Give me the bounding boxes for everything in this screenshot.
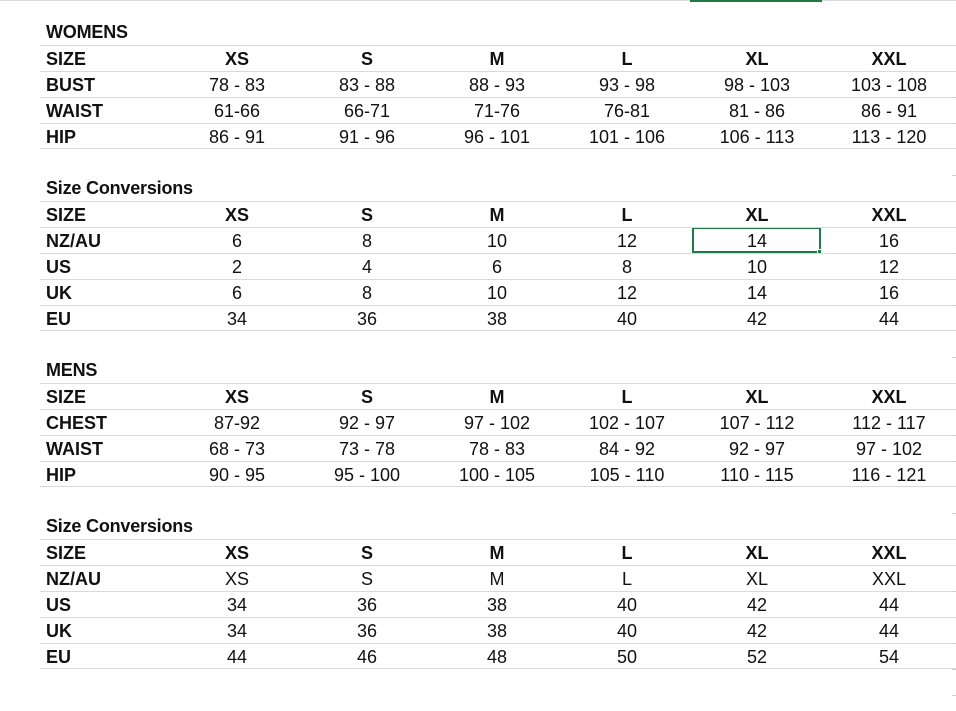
table-header-cell[interactable]: SIZE	[46, 49, 87, 69]
table-header-cell[interactable]: M	[489, 387, 505, 407]
table-cell[interactable]: 52	[746, 647, 768, 667]
table-row	[40, 279, 956, 305]
table-cell[interactable]: 73 - 78	[338, 439, 396, 459]
table-header-row	[40, 539, 956, 565]
table-header-cell[interactable]: XXL	[871, 205, 907, 225]
sheet-edge-tick	[952, 175, 956, 176]
table-header-cell[interactable]: SIZE	[46, 205, 87, 225]
sheet-edge-tick	[952, 669, 956, 670]
table-cell[interactable]: 40	[616, 621, 638, 641]
sheet-edge-tick	[952, 253, 956, 254]
table-header-cell[interactable]: XL	[745, 205, 769, 225]
table-row	[40, 253, 956, 279]
table-cell[interactable]: 44	[226, 647, 248, 667]
table-row	[40, 227, 956, 253]
table-cell[interactable]: 68 - 73	[208, 439, 266, 459]
table-header-cell[interactable]: M	[489, 49, 505, 69]
section-spacer	[40, 487, 956, 513]
table-cell[interactable]: 100 - 105	[458, 465, 536, 485]
table-header-cell[interactable]: S	[360, 49, 373, 69]
table-row	[40, 305, 956, 331]
table-cell[interactable]: 71-76	[473, 101, 521, 121]
womens-conversion-section	[40, 175, 956, 331]
table-cell[interactable]: 90 - 95	[208, 465, 266, 485]
table-cell[interactable]: 6	[231, 231, 242, 251]
table-cell[interactable]: 12	[616, 231, 638, 251]
table-cell[interactable]: 102 - 107	[588, 413, 666, 433]
table-header-cell[interactable]: L	[621, 49, 633, 69]
table-cell[interactable]: 34	[226, 595, 248, 615]
row-label-cell[interactable]: BUST	[46, 75, 95, 95]
table-cell[interactable]: M	[489, 569, 505, 589]
table-cell[interactable]: 48	[486, 647, 508, 667]
table-cell[interactable]: XXL	[871, 569, 907, 589]
table-cell[interactable]: 40	[616, 595, 638, 615]
table-header-row	[40, 383, 956, 409]
table-cell[interactable]: 116 - 121	[851, 465, 927, 485]
table-cell[interactable]: 86 - 91	[860, 101, 918, 121]
table-cell[interactable]: 38	[486, 595, 508, 615]
table-row	[40, 565, 956, 591]
selected-table-cell[interactable]: 14	[692, 228, 822, 253]
table-cell[interactable]: 97 - 102	[463, 413, 531, 433]
table-cell[interactable]: 38	[486, 309, 508, 329]
table-header-cell[interactable]: XS	[224, 205, 249, 225]
table-cell[interactable]: 4	[361, 257, 372, 277]
sheet-edge-tick	[952, 513, 956, 514]
table-cell[interactable]: 81 - 86	[728, 101, 786, 121]
row-label-cell[interactable]: UK	[46, 621, 72, 641]
table-row	[40, 97, 956, 123]
section-spacer	[40, 149, 956, 175]
table-header-cell[interactable]: XL	[745, 543, 769, 563]
table-cell[interactable]: 95 - 100	[333, 465, 401, 485]
table-cell[interactable]: 96 - 101	[463, 127, 531, 147]
row-label-cell[interactable]: NZ/AU	[46, 569, 101, 589]
table-row	[40, 123, 956, 149]
table-header-cell[interactable]: L	[621, 543, 633, 563]
table-cell[interactable]: 86 - 91	[208, 127, 266, 147]
mens-size-section	[40, 357, 956, 487]
table-cell[interactable]: 110 - 115	[720, 465, 794, 485]
table-cell[interactable]: XS	[224, 569, 249, 589]
table-cell[interactable]: 44	[878, 595, 900, 615]
table-header-row	[40, 201, 956, 227]
row-label-cell[interactable]: UK	[46, 283, 72, 303]
table-cell[interactable]: 10	[746, 257, 768, 277]
table-cell[interactable]: 40	[616, 309, 638, 329]
row-label-cell[interactable]: HIP	[46, 127, 77, 147]
table-cell[interactable]: 36	[356, 595, 378, 615]
table-cell[interactable]: 10	[486, 231, 508, 251]
table-header-cell[interactable]: XL	[745, 49, 769, 69]
table-row	[40, 591, 956, 617]
table-cell[interactable]: 44	[878, 621, 900, 641]
table-header-cell[interactable]: L	[621, 387, 633, 407]
table-cell[interactable]: 113 - 120	[851, 127, 927, 147]
table-cell[interactable]: 42	[746, 595, 768, 615]
womens-conversion-table	[40, 201, 956, 331]
table-row	[40, 409, 956, 435]
table-cell[interactable]: 78 - 83	[468, 439, 526, 459]
table-header-cell[interactable]: S	[360, 387, 373, 407]
table-cell[interactable]: 54	[878, 647, 900, 667]
table-header-cell[interactable]: XS	[224, 543, 249, 563]
row-label-cell[interactable]: WAIST	[46, 439, 103, 459]
table-cell[interactable]: 106 - 113	[719, 127, 795, 147]
row-label-cell[interactable]: EU	[46, 647, 72, 667]
table-row	[40, 461, 956, 487]
mens-conversion-title[interactable]: Size Conversions	[46, 516, 193, 536]
row-label-cell[interactable]: EU	[46, 309, 72, 329]
table-cell[interactable]: 8	[621, 257, 632, 277]
table-cell[interactable]: 112 - 117	[852, 413, 926, 433]
section-spacer	[40, 331, 956, 357]
table-cell[interactable]: 78 - 83	[208, 75, 266, 95]
sheet-edge-tick	[952, 357, 956, 358]
mens-conversion-table	[40, 539, 956, 669]
table-cell[interactable]: 12	[878, 257, 900, 277]
mens-size-table	[40, 383, 956, 487]
table-cell[interactable]: 92 - 97	[728, 439, 786, 459]
table-cell[interactable]: S	[360, 569, 373, 589]
table-header-cell[interactable]: M	[489, 543, 505, 563]
table-cell[interactable]: 105 - 110	[589, 465, 665, 485]
table-header-row	[40, 45, 956, 71]
table-cell[interactable]: 42	[746, 621, 768, 641]
table-cell[interactable]: 97 - 102	[855, 439, 923, 459]
table-cell[interactable]: 93 - 98	[598, 75, 656, 95]
row-label-cell[interactable]: US	[46, 595, 72, 615]
table-cell[interactable]: 46	[356, 647, 378, 667]
table-cell[interactable]: 91 - 96	[338, 127, 396, 147]
table-cell[interactable]: 34	[226, 621, 248, 641]
sheet-edge-tick	[952, 591, 956, 592]
table-cell[interactable]: 10	[486, 283, 508, 303]
table-header-cell[interactable]: SIZE	[46, 387, 87, 407]
womens-section-title[interactable]: WOMENS	[46, 22, 128, 42]
table-cell[interactable]: 2	[231, 257, 242, 277]
table-row	[40, 617, 956, 643]
table-cell[interactable]: 12	[616, 283, 638, 303]
row-label-cell[interactable]: HIP	[46, 465, 77, 485]
womens-conversion-title[interactable]: Size Conversions	[46, 178, 193, 198]
table-cell[interactable]: 84 - 92	[598, 439, 656, 459]
table-header-cell[interactable]: XXL	[871, 49, 907, 69]
table-cell[interactable]: 6	[491, 257, 502, 277]
table-cell[interactable]: 6	[231, 283, 242, 303]
sheet-edge-tick	[952, 461, 956, 462]
table-header-cell[interactable]: M	[489, 205, 505, 225]
table-header-cell[interactable]: S	[360, 543, 373, 563]
table-header-cell[interactable]: XL	[745, 387, 769, 407]
table-header-cell[interactable]: XXL	[871, 543, 907, 563]
row-label-cell[interactable]: US	[46, 257, 72, 277]
table-header-cell[interactable]: XS	[224, 49, 249, 69]
table-header-cell[interactable]: S	[360, 205, 373, 225]
table-cell[interactable]: 38	[486, 621, 508, 641]
table-cell[interactable]: 42	[746, 309, 768, 329]
table-cell[interactable]: 8	[361, 283, 372, 303]
table-cell[interactable]: 34	[226, 309, 248, 329]
table-cell[interactable]: 101 - 106	[588, 127, 666, 147]
row-label-cell[interactable]: NZ/AU	[46, 231, 101, 251]
table-cell[interactable]: 76-81	[603, 101, 651, 121]
sheet-edge-tick	[952, 97, 956, 98]
table-cell[interactable]: 61-66	[213, 101, 261, 121]
table-row	[40, 71, 956, 97]
table-cell[interactable]: L	[621, 569, 632, 589]
mens-section-title[interactable]: MENS	[46, 360, 98, 380]
row-label-cell[interactable]: WAIST	[46, 101, 103, 121]
table-cell[interactable]: 87-92	[213, 413, 261, 433]
table-cell[interactable]: 66-71	[343, 101, 391, 121]
womens-size-table	[40, 45, 956, 149]
table-cell[interactable]: 36	[356, 309, 378, 329]
table-header-cell[interactable]: L	[621, 205, 633, 225]
table-cell[interactable]: 98 - 103	[723, 75, 791, 95]
table-cell[interactable]: 88 - 93	[468, 75, 526, 95]
table-row	[40, 435, 956, 461]
table-cell[interactable]: 36	[356, 621, 378, 641]
mens-conversion-section	[40, 513, 956, 669]
table-cell[interactable]: 14	[746, 283, 768, 303]
size-chart-sheet	[40, 19, 956, 669]
womens-size-section	[40, 19, 956, 149]
table-row	[40, 643, 956, 669]
sheet-edge-tick	[952, 435, 956, 436]
sheet-edge-tick	[952, 305, 956, 306]
table-cell[interactable]: 8	[361, 231, 372, 251]
table-header-cell[interactable]: XS	[224, 387, 249, 407]
sheet-edge-tick	[952, 695, 956, 696]
sheet-edge-tick	[952, 643, 956, 644]
table-cell[interactable]: 107 - 112	[719, 413, 795, 433]
table-cell[interactable]: 92 - 97	[338, 413, 396, 433]
row-label-cell[interactable]: CHEST	[46, 413, 108, 433]
sheet-edge-tick	[952, 123, 956, 124]
table-cell[interactable]: 44	[878, 309, 900, 329]
table-header-cell[interactable]: SIZE	[46, 543, 87, 563]
table-cell[interactable]: XL	[745, 569, 769, 589]
table-cell[interactable]: 16	[878, 283, 900, 303]
table-cell[interactable]: 50	[616, 647, 638, 667]
table-cell[interactable]: 83 - 88	[338, 75, 396, 95]
table-cell[interactable]: 103 - 108	[850, 75, 928, 95]
table-header-cell[interactable]: XXL	[871, 387, 907, 407]
table-cell[interactable]: 16	[878, 231, 900, 251]
selected-column-indicator	[690, 0, 822, 2]
